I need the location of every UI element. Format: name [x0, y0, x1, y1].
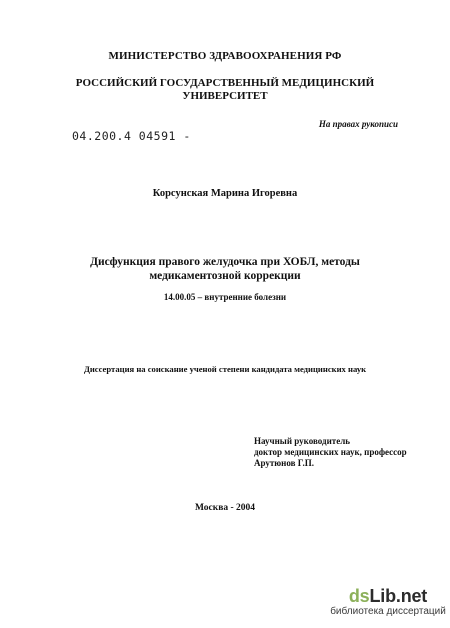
- university-line-1: РОССИЙСКИЙ ГОСУДАРСТВЕННЫЙ МЕДИЦИНСКИЙ: [75, 77, 375, 89]
- university-line-2: УНИВЕРСИТЕТ: [182, 90, 268, 102]
- ministry-heading: МИНИСТЕРСТВО ЗДРАВООХРАНЕНИЯ РФ: [108, 50, 342, 62]
- rights-note: На правах рукописи: [318, 119, 398, 129]
- specialty-code: 14.00.05 – внутренние болезни: [163, 292, 287, 302]
- supervisor-block: [254, 436, 407, 469]
- logo-part-lib: Lib.net: [369, 586, 428, 606]
- university-heading: [0, 77, 450, 103]
- dissertation-note: Диссертация на соискание ученой степени кандидата медицинских наук: [83, 364, 367, 374]
- dslib-logo: [328, 587, 448, 605]
- logo-part-ds: ds: [348, 586, 370, 606]
- city-year: Москва - 2004: [194, 503, 256, 513]
- supervisor-degree: доктор медицинских наук, профессор: [254, 447, 407, 457]
- dissertation-title: [0, 255, 450, 283]
- supervisor-label: Научный руководитель: [254, 436, 350, 446]
- title-line-2: медикаментозной коррекции: [149, 270, 301, 282]
- dslib-watermark: [328, 587, 448, 618]
- title-line-1: Дисфункция правого желудочка при ХОБЛ, методы: [90, 256, 360, 268]
- dslib-tagline: библиотека диссертаций: [330, 606, 446, 617]
- supervisor-name: Арутюнов Г.П.: [254, 458, 314, 468]
- library-stamp-number: 04.200.4 04591 -: [72, 129, 191, 143]
- author-name: Корсунская Марина Игоревна: [152, 188, 298, 199]
